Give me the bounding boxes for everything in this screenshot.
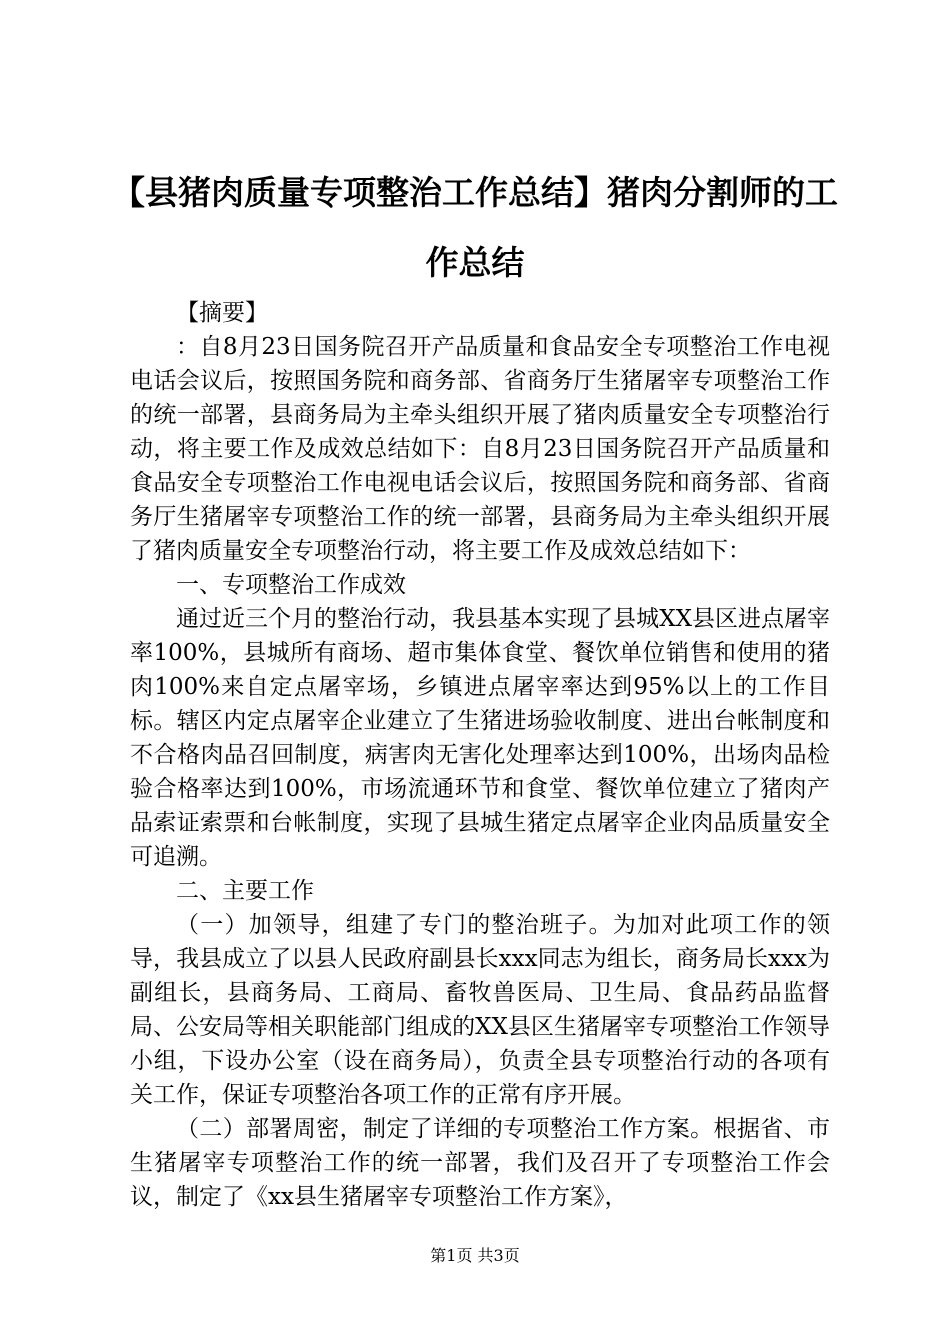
document-title: 【县猪肉质量专项整治工作总结】猪肉分割师的工作总结	[112, 173, 838, 282]
page-footer: 第1页 共3页	[430, 1246, 520, 1265]
abstract-label: 【摘要】	[176, 300, 268, 326]
paragraph-abstract: ：自8月23日国务院召开产品质量和食品安全专项整治工作电视电话会议后，按照国务院和商务部、省商务厅生猪屠宰专项整治工作的统一部署，县商务局为主牵头组织开展了猪肉质量安全专项整治行动，将主要工作及成效总结如下：自8月23日国务院召开产品质量和食品安全专项整治工作电视电话会议后，按照国务院和商务部、省商务厅生猪屠宰专项整治工作的统一部署，县商务局为主牵头组织开展了猪肉质量安全专项整治行动，将主要工作及成效总结如下：	[130, 334, 830, 564]
paragraph-results: 通过近三个月的整治行动，我县基本实现了县城XX县区进点屠宰率100%，县城所有商场、超市集体食堂、餐饮单位销售和使用的猪肉100%来自定点屠宰场，乡镇进点屠宰率达到95%以上的工作目标。辖区内定点屠宰企业建立了生猪进场验收制度、进出台帐制度和不合格肉品召回制度，病害肉无害化处理率达到100%，出场肉品检验合格率达到100%，市场流通环节和食堂、餐饮单位建立了猪肉产品索证索票和台帐制度，实现了县城生猪定点屠宰企业肉品质量安全可追溯。	[130, 606, 830, 870]
paragraph-deployment: （二）部署周密，制定了详细的专项整治工作方案。根据省、市生猪屠宰专项整治工作的统一部署，我们及召开了专项整治工作会议，制定了《xx县生猪屠宰专项整治工作方案》，	[130, 1116, 830, 1210]
paragraph-leadership: （一）加领导，组建了专门的整治班子。为加对此项工作的领导，我县成立了以县人民政府副县长xxx同志为组长，商务局长xxx为副组长，县商务局、工商局、畜牧兽医局、卫生局、食品药品监督局、公安局等相关职能部门组成的XX县区生猪屠宰专项整治工作领导小组，下设办公室（设在商务局），负责全县专项整治行动的各项有关工作，保证专项整治各项工作的正常有序开展。	[130, 912, 830, 1108]
section-heading-results: 一、专项整治工作成效	[176, 572, 406, 598]
document-body	[130, 296, 830, 1214]
section-heading-main-work: 二、主要工作	[176, 878, 314, 904]
